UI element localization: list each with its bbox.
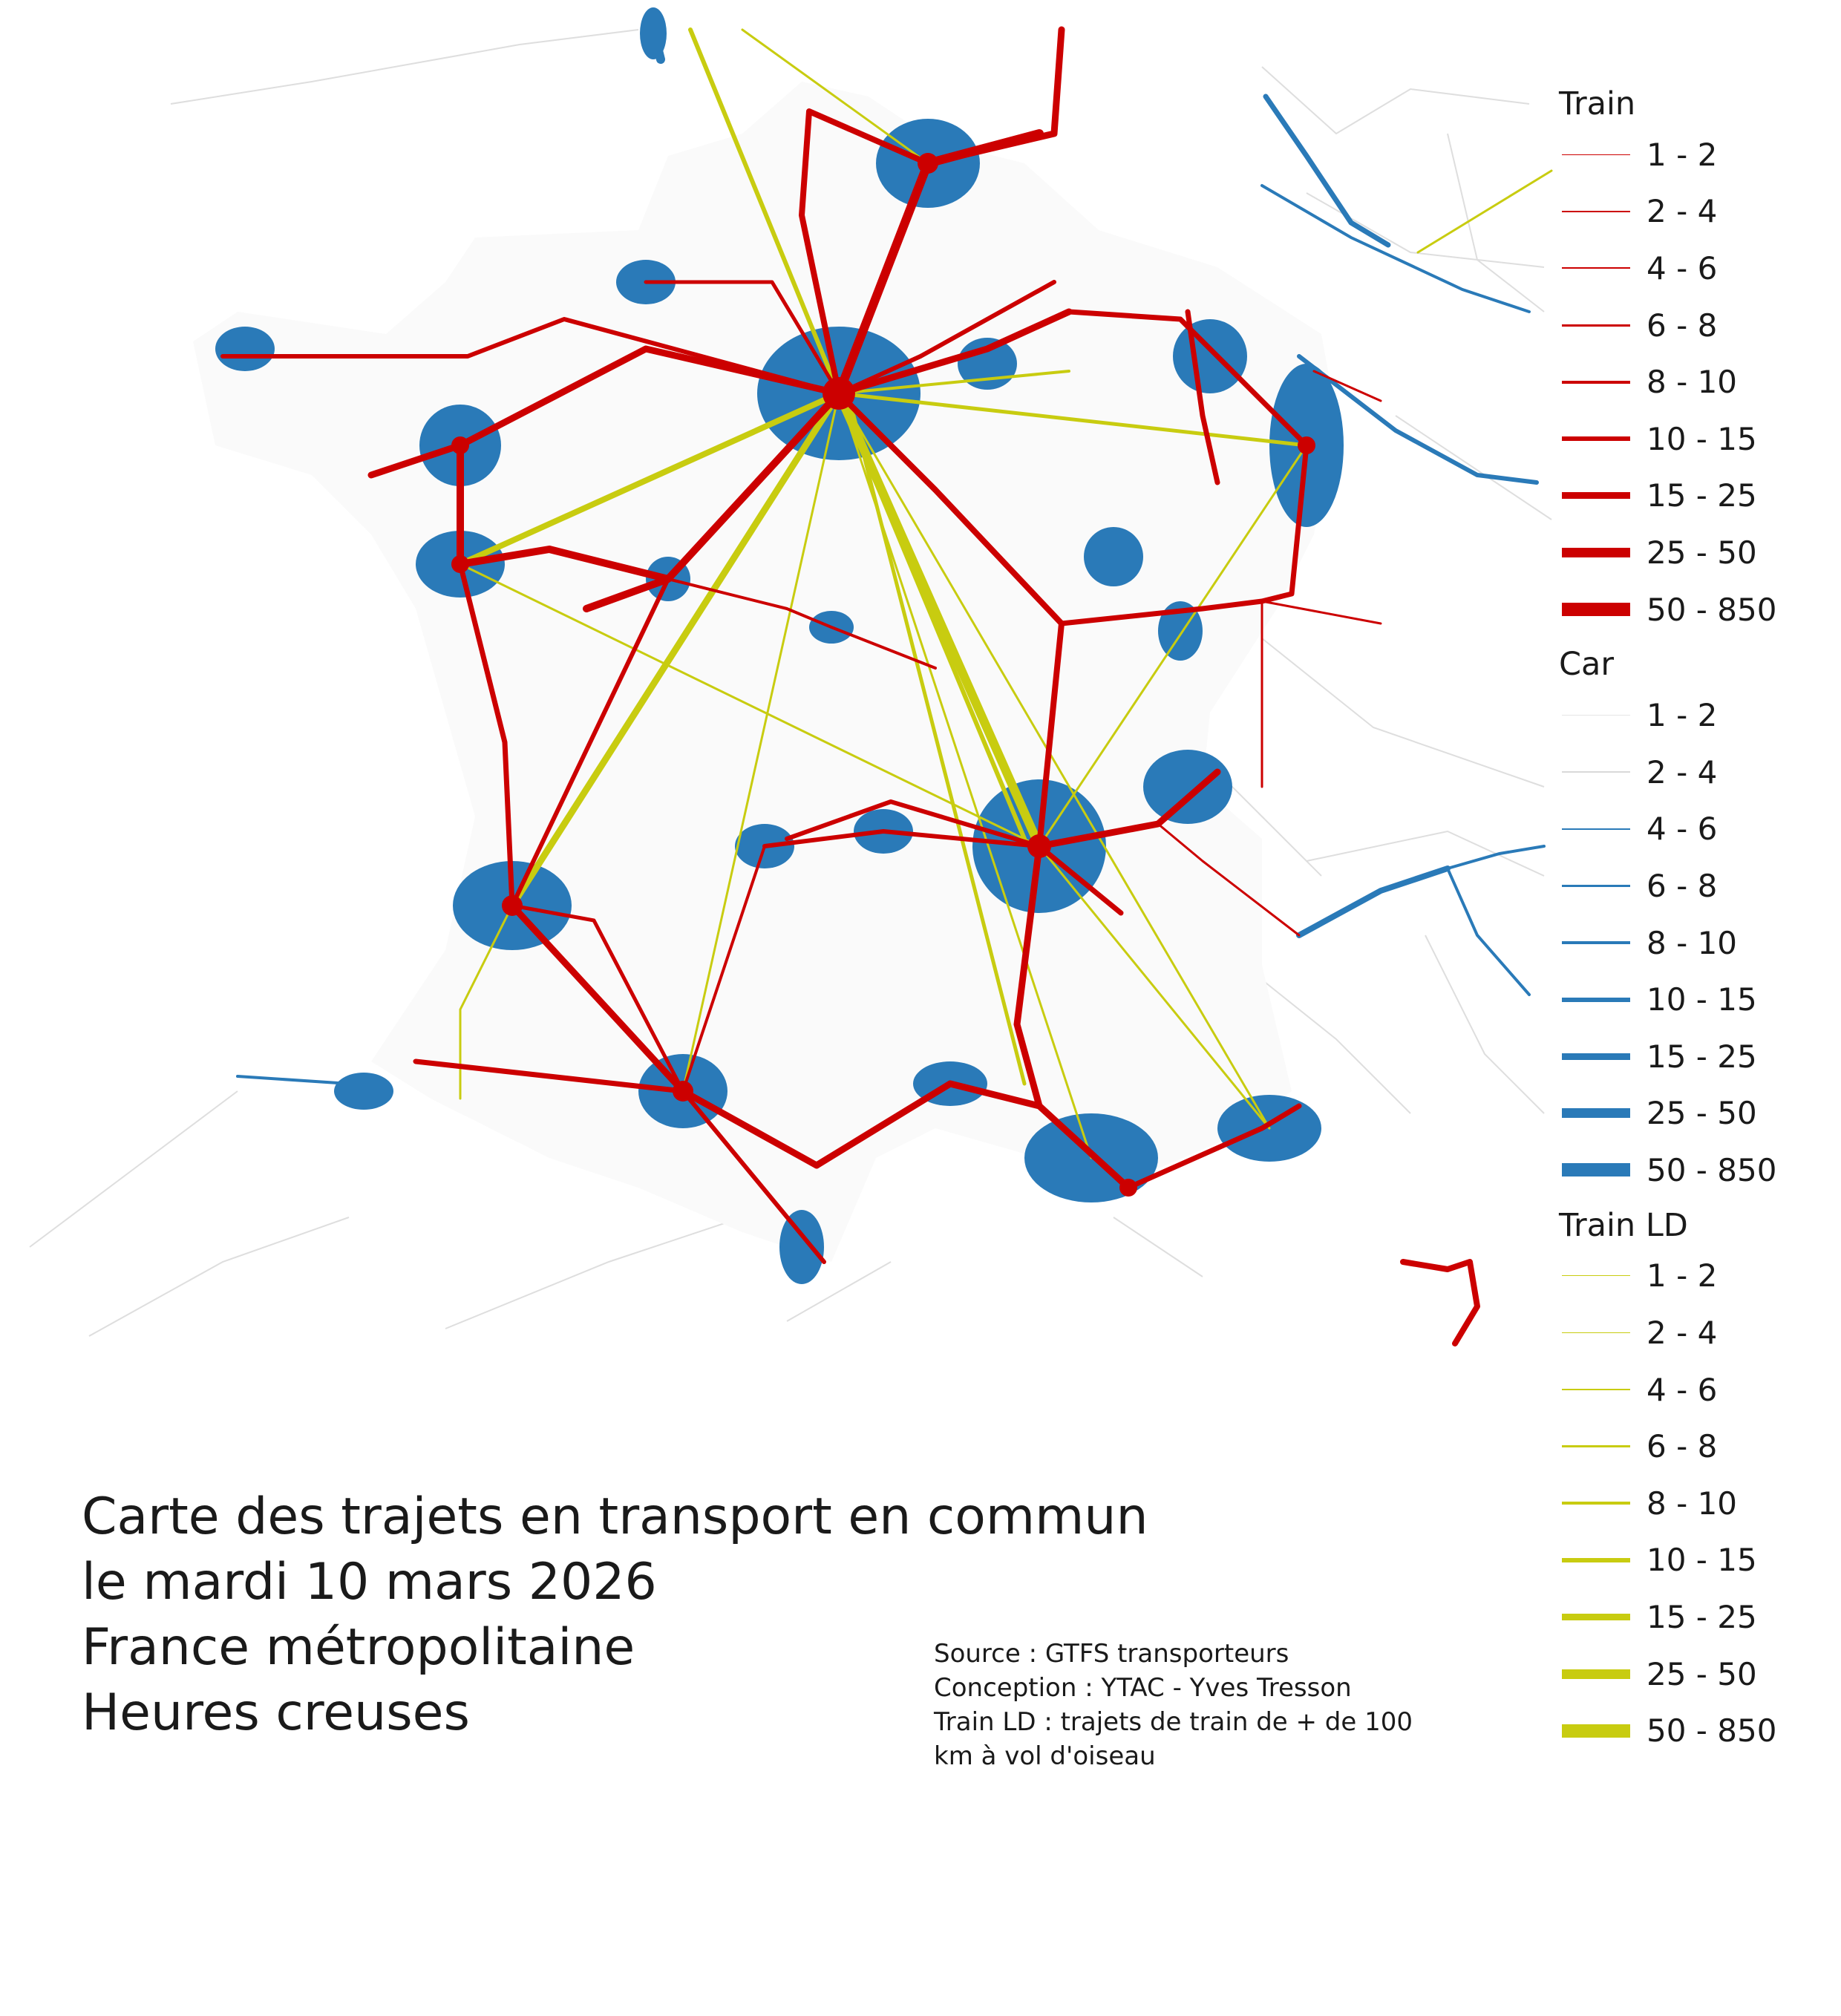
legend-swatch	[1562, 1163, 1630, 1176]
legend-label: 6 - 8	[1647, 1428, 1718, 1465]
legend-label: 8 - 10	[1647, 364, 1738, 401]
legend-row	[1559, 1418, 1826, 1475]
legend-swatch	[1562, 492, 1630, 499]
legend-label: 8 - 10	[1647, 1485, 1738, 1522]
legend-row	[1559, 1702, 1826, 1759]
legend-row	[1559, 687, 1826, 744]
legend-row	[1559, 1532, 1826, 1589]
legend-row	[1559, 1085, 1826, 1142]
legend-label: 10 - 15	[1647, 420, 1757, 457]
legend-group	[1559, 1203, 1826, 1759]
legend-swatch	[1562, 1275, 1630, 1276]
legend-swatch	[1562, 548, 1630, 557]
legend-row	[1559, 971, 1826, 1028]
legend-row	[1559, 353, 1826, 410]
legend-label: 10 - 15	[1647, 1542, 1757, 1579]
legend-label: 4 - 6	[1647, 1371, 1718, 1408]
legend-row	[1559, 524, 1826, 581]
legend-label: 1 - 2	[1647, 1257, 1718, 1295]
legend-row	[1559, 1304, 1826, 1361]
legend-row	[1559, 857, 1826, 914]
legend-row	[1559, 468, 1826, 525]
legend-swatch	[1562, 324, 1630, 327]
legend-swatch	[1562, 828, 1630, 830]
legend-label: 8 - 10	[1647, 924, 1738, 961]
legend-row	[1559, 1475, 1826, 1532]
legend-label: 1 - 2	[1647, 697, 1718, 734]
legend-row	[1559, 914, 1826, 972]
map-title: Carte des trajets en transport en commun	[82, 1488, 1148, 1546]
legend-label: 15 - 25	[1647, 1599, 1757, 1636]
legend-row	[1559, 240, 1826, 297]
map-period: Heures creuses	[82, 1683, 470, 1742]
legend-label: 50 - 850	[1647, 1712, 1777, 1750]
legend-label: 25 - 50	[1647, 1655, 1757, 1692]
legend-label: 6 - 8	[1647, 307, 1718, 344]
legend-group	[1559, 642, 1826, 1198]
legend-label: 2 - 4	[1647, 1315, 1718, 1352]
legend-label: 6 - 8	[1647, 867, 1718, 904]
legend-swatch	[1562, 885, 1630, 887]
legend-label: 4 - 6	[1647, 811, 1718, 848]
legend-label: 25 - 50	[1647, 534, 1757, 571]
legend-label: 50 - 850	[1647, 591, 1777, 628]
legend-swatch	[1562, 1614, 1630, 1620]
legend-row	[1559, 1646, 1826, 1703]
map-region: France métropolitaine	[82, 1618, 635, 1677]
conception-credit: Conception : YTAC - Yves Tresson	[934, 1673, 1352, 1703]
legend-row	[1559, 744, 1826, 801]
source-credit: Source : GTFS transporteurs	[934, 1639, 1289, 1669]
legend-label: 2 - 4	[1647, 193, 1718, 230]
legend-swatch	[1562, 1502, 1630, 1505]
legend-label: 2 - 4	[1647, 753, 1718, 791]
legend-swatch	[1562, 1053, 1630, 1060]
legend-row	[1559, 1248, 1826, 1305]
legend-group-title: Car	[1559, 646, 1615, 684]
map-credits	[934, 1637, 1498, 1773]
legend-row	[1559, 1588, 1826, 1646]
legend-swatch	[1562, 381, 1630, 384]
legend-row	[1559, 1028, 1826, 1085]
legend-label: 25 - 50	[1647, 1095, 1757, 1132]
legend-swatch	[1562, 715, 1630, 716]
legend-swatch	[1562, 1332, 1630, 1334]
legend-label: 4 - 6	[1647, 249, 1718, 287]
legend-swatch	[1562, 941, 1630, 944]
legend-row	[1559, 581, 1826, 638]
legend-swatch	[1562, 211, 1630, 212]
legend-row	[1559, 126, 1826, 183]
legend-group-title: Train	[1559, 85, 1636, 122]
legend-swatch	[1562, 1558, 1630, 1562]
legend-row	[1559, 1142, 1826, 1199]
legend-swatch	[1562, 154, 1630, 155]
map-date: le mardi 10 mars 2026	[82, 1553, 657, 1611]
legend-label: 10 - 15	[1647, 981, 1757, 1018]
legend-swatch	[1562, 267, 1630, 269]
legend-row	[1559, 1361, 1826, 1418]
legend-swatch	[1562, 1724, 1630, 1738]
legend-group-title: Train LD	[1559, 1206, 1688, 1244]
legend-swatch	[1562, 771, 1630, 773]
legend-label: 15 - 25	[1647, 477, 1757, 514]
legend-row	[1559, 801, 1826, 858]
legend-label: 15 - 25	[1647, 1038, 1757, 1075]
legend-swatch	[1562, 1389, 1630, 1390]
legend-swatch	[1562, 436, 1630, 441]
legend-swatch	[1562, 1445, 1630, 1447]
legend-label: 1 - 2	[1647, 136, 1718, 173]
legend-label: 50 - 850	[1647, 1151, 1777, 1188]
train-ld-note-cont: km à vol d'oiseau	[934, 1741, 1156, 1771]
legend-swatch	[1562, 1669, 1630, 1679]
train-ld-note: Train LD : trajets de train de + de 100	[934, 1707, 1413, 1737]
legend-row	[1559, 410, 1826, 468]
legend-swatch	[1562, 998, 1630, 1002]
map-legend	[1559, 82, 1826, 1764]
legend-group	[1559, 82, 1826, 638]
legend-row	[1559, 297, 1826, 354]
legend-swatch	[1562, 603, 1630, 616]
legend-row	[1559, 183, 1826, 240]
legend-swatch	[1562, 1108, 1630, 1118]
